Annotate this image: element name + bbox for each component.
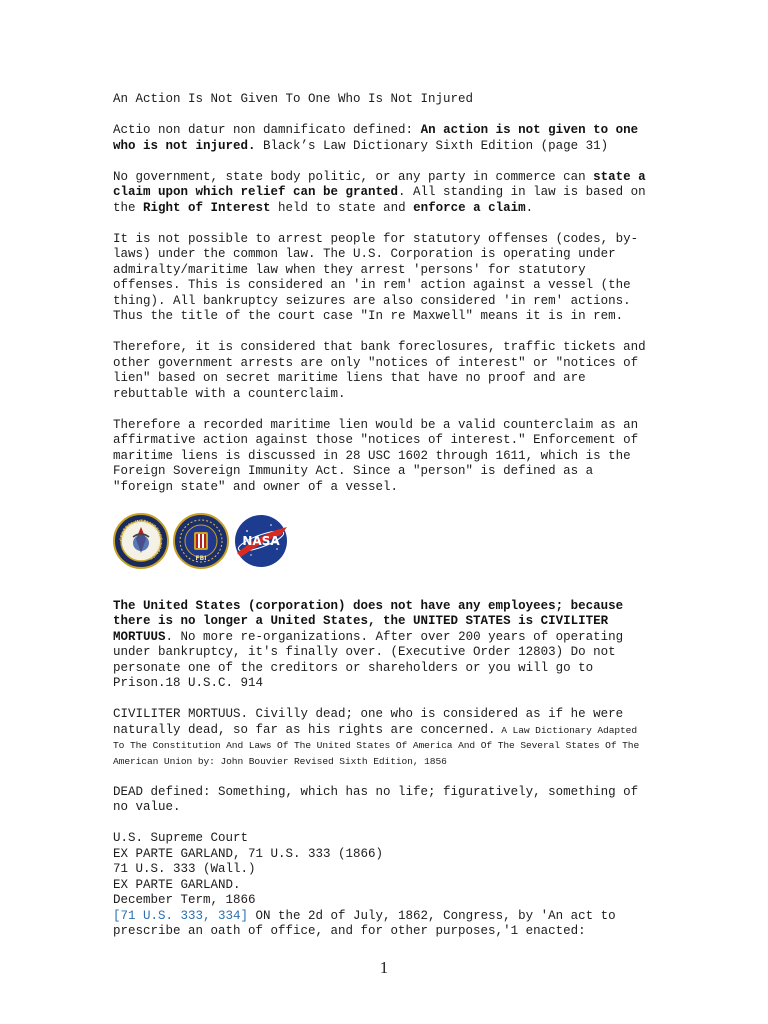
text-span: . All standing in law is based on the: [113, 185, 646, 215]
case-page-link[interactable]: [71 U.S. 333, 334]: [113, 908, 249, 923]
svg-text:FBI: FBI: [195, 554, 207, 562]
fbi-seal-icon: [173, 513, 229, 569]
text-span: CIVILITER MORTUUS. Civilly dead; one who is considered as if he were naturally dead, so far as his rights are concerned.: [113, 707, 624, 737]
bold-span: state a claim upon which relief can be granted: [113, 169, 646, 199]
paragraph-definition: [113, 707, 653, 769]
document-body: [113, 92, 653, 955]
citation-small: A Law Dictionary Adapted To The Constitution And Laws Of The United States Of America And Of The Several States Of The American Union by: John Bouvier Revised Sixth Edition, 1856: [113, 724, 640, 767]
bold-span: Right of Interest: [143, 200, 271, 215]
case-line: U.S. Supreme Court: [113, 831, 249, 845]
case-line: 71 U.S. 333 (Wall.): [113, 862, 256, 876]
paragraph-notices: Therefore, it is considered that bank foreclosures, traffic tickets and other government arrests are only "notices of interest" or "notices of lien" based on secret maritime liens that have no proof and are rebuttable with a counterclaim.: [113, 340, 646, 401]
agency-logos: [113, 511, 653, 571]
paragraph-civiliter-mortuus: [113, 599, 653, 692]
svg-text:NASA: NASA: [242, 533, 280, 548]
text-span: held to state and: [270, 200, 414, 215]
paragraph-in-rem: It is not possible to arrest people for statutory offenses (codes, by-laws) under the common law. The U.S. Corporation is operating under admiralty/maritime law when they arrest 'persons' for statutory offenses. This is considered an 'in rem' action against a vessel (the thing). All bankruptcy seizures are also considered 'in rem' actions. Thus the title of the court case "In re Maxwell" means it is in rem.: [113, 231, 639, 323]
text-span: No government, state body politic, or any party in commerce can: [113, 169, 594, 184]
text-span: Black’s Law Dictionary Sixth Edition (page 31): [255, 138, 609, 153]
doc-title: An Action Is Not Given To One Who Is Not Injured: [113, 92, 474, 106]
text-span: Actio non datur non damnificato defined:: [113, 123, 421, 137]
case-line: ON the 2d of July, 1862, Congress, by 'An act to prescribe an oath of office, and for other purposes,'1 enacted:: [113, 908, 616, 938]
case-line: December Term, 1866: [113, 893, 256, 907]
paragraph-standing: [113, 170, 653, 217]
text-span: . No more re-organizations. After over 200 years of operating under bankruptcy, it's finally over. (Executive Order 12803) Do not personate one of the creditors or shareholders or you will go to Prison.18 U.S.C. 914: [113, 629, 624, 690]
paragraph-actio: [113, 123, 653, 154]
bold-span: The United States (corporation) does not have any employees; because there is no longer a United States, the UNITED STATES is CIVILITER MORTUUS: [113, 598, 624, 644]
cia-seal-icon: [113, 513, 169, 569]
case-citation: [113, 831, 653, 940]
page-number: 1: [379, 958, 389, 977]
svg-text:CENTRAL INTELLIGENCE AGENCY: CENTRAL INTELLIGENCE AGENCY: [119, 519, 163, 560]
case-line: EX PARTE GARLAND.: [113, 877, 241, 892]
bold-span: enforce a claim: [413, 200, 526, 215]
bold-span: An action is not given to one who is not injured.: [113, 123, 639, 153]
text-span: .: [525, 200, 534, 215]
nasa-meatball-icon: [233, 513, 289, 569]
case-line: EX PARTE GARLAND, 71 U.S. 333 (1866): [113, 846, 384, 861]
paragraph-dead: DEAD defined: Something, which has no life; figuratively, something of no value.: [113, 784, 639, 814]
paragraph-maritime-lien: Therefore a recorded maritime lien would be a valid counterclaim as an affirmative action against those "notices of interest." Enforcement of maritime liens is discussed in 28 USC 1602 through 1611, which is the Foreign Sovereign Immunity Act. Since a "person" is defined as a "foreign state" and owner of a vessel.: [113, 417, 639, 494]
